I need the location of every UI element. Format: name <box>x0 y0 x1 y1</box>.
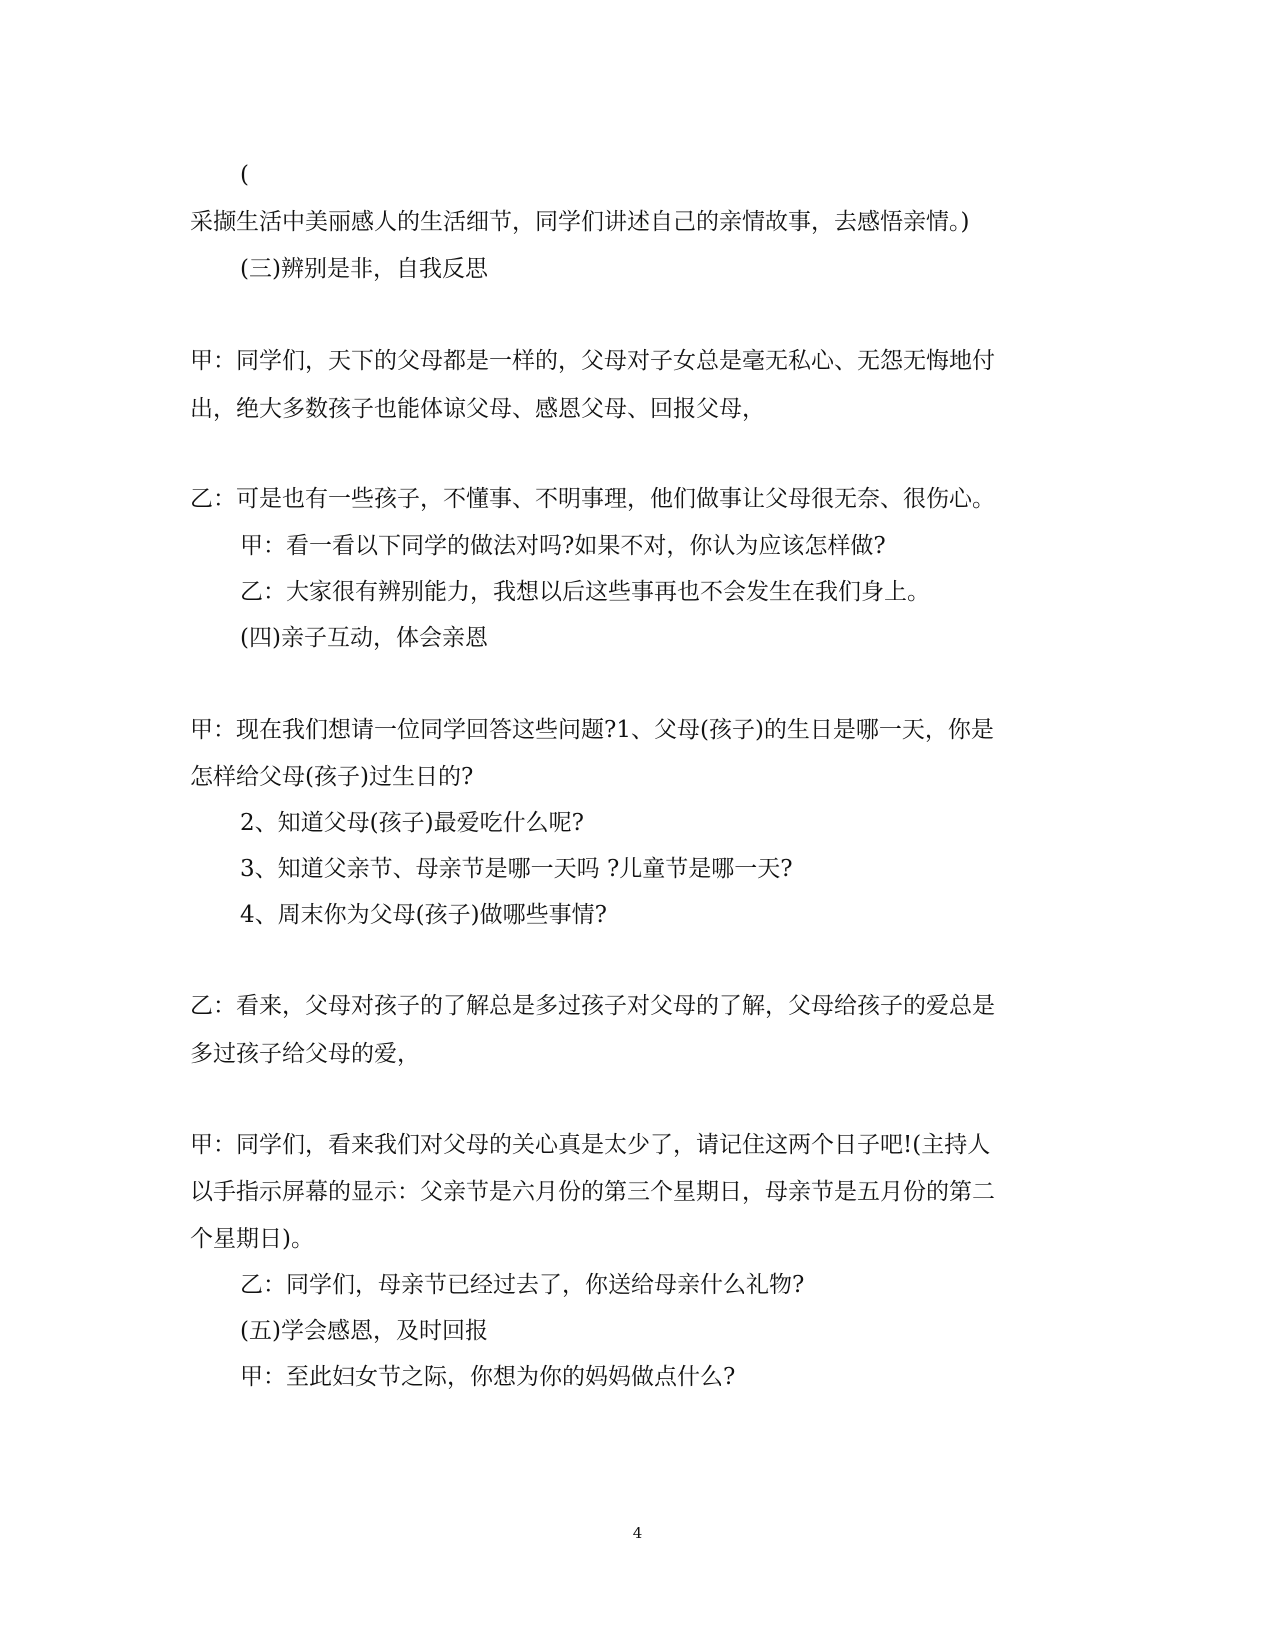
list-item: 2、知道父母(孩子)最爱吃什么呢? <box>240 810 584 836</box>
list-item: 4、周末你为父母(孩子)做哪些事情? <box>240 902 607 928</box>
paragraph-line: 甲：同学们，看来我们对父母的关心真是太少了，请记住这两个日子吧!(主持人 <box>190 1132 991 1158</box>
paragraph-line: 以手指示屏幕的显示：父亲节是六月份的第三个星期日，母亲节是五月份的第二 <box>190 1179 995 1205</box>
paragraph-line: 多过孩子给父母的爱， <box>190 1041 420 1067</box>
paragraph-line: 乙：大家很有辨别能力，我想以后这些事再也不会发生在我们身上。 <box>240 579 930 605</box>
list-item: 3、知道父亲节、母亲节是哪一天吗 ?儿童节是哪一天? <box>240 856 793 882</box>
paragraph-line: 乙：同学们，母亲节已经过去了，你送给母亲什么礼物? <box>240 1272 805 1298</box>
section-heading: (三)辨别是非，自我反思 <box>240 256 488 282</box>
section-heading: (四)亲子互动，体会亲恩 <box>240 625 488 651</box>
paragraph-line: 乙：可是也有一些孩子，不懂事、不明事理，他们做事让父母很无奈、很伤心。 <box>190 486 995 512</box>
paragraph-line: 甲：同学们，天下的父母都是一样的，父母对子女总是毫无私心、无怨无悔地付 <box>190 348 995 374</box>
paragraph-line: 怎样给父母(孩子)过生日的? <box>190 764 474 790</box>
page-number: 4 <box>632 1524 643 1542</box>
paragraph-line: 甲：至此妇女节之际，你想为你的妈妈做点什么? <box>240 1364 736 1390</box>
paragraph-line: 甲：现在我们想请一位同学回答这些问题?1、父母(孩子)的生日是哪一天，你是 <box>190 717 994 743</box>
paragraph-line: 出，绝大多数孩子也能体谅父母、感恩父母、回报父母， <box>190 396 765 422</box>
paragraph-line: 个星期日)。 <box>190 1226 314 1252</box>
paragraph-line: 采撷生活中美丽感人的生活细节，同学们讲述自己的亲情故事，去感悟亲情。) <box>190 209 970 235</box>
section-heading: (五)学会感恩，及时回报 <box>240 1318 488 1344</box>
paragraph-line: ( <box>240 162 249 188</box>
paragraph-line: 乙：看来，父母对孩子的了解总是多过孩子对父母的了解，父母给孩子的爱总是 <box>190 993 995 1019</box>
paragraph-line: 甲：看一看以下同学的做法对吗?如果不对，你认为应该怎样做? <box>240 533 886 559</box>
